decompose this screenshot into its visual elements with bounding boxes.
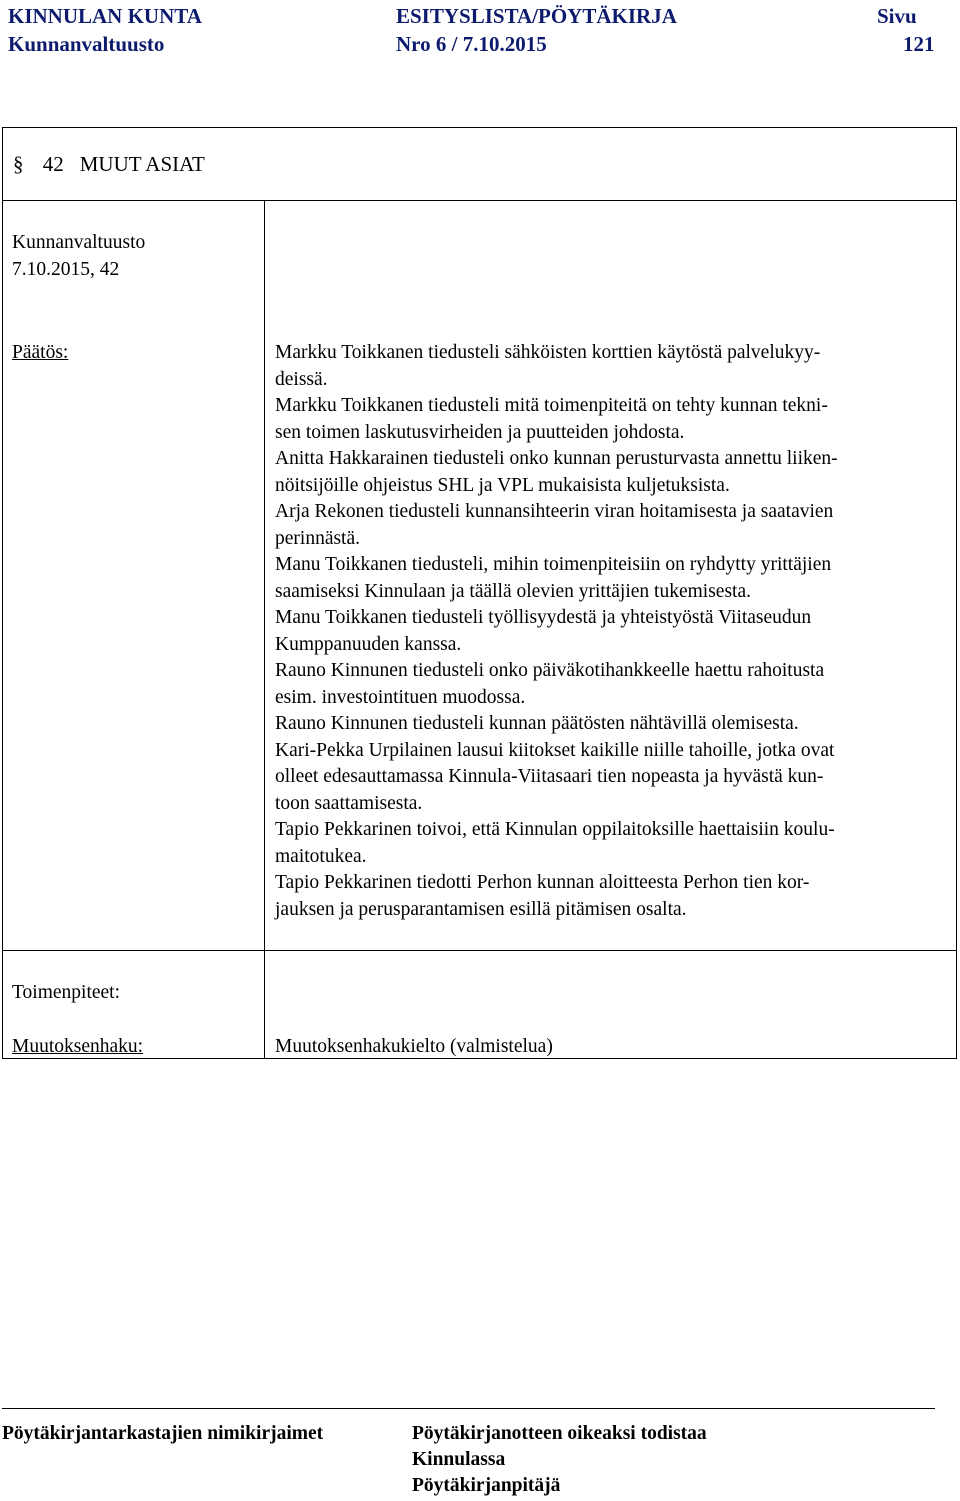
section-number: 42	[42, 152, 64, 176]
decision-line: Tapio Pekkarinen toivoi, että Kinnulan oppilaitoksille haettaisiin koulu-	[275, 819, 835, 840]
page-label: Sivu	[877, 4, 917, 28]
decision-line: Kari-Pekka Urpilainen lausui kiitokset kaikille niille tahoille, jotka ovat	[275, 739, 835, 761]
actions-label: Toimenpiteet:	[12, 982, 121, 1003]
section-symbol: §	[13, 152, 24, 176]
decision-divider	[2, 950, 957, 951]
decision-label: Päätös:	[12, 342, 69, 363]
decision-line: perinnästä.	[275, 527, 361, 549]
footer-certified: Pöytäkirjanotteen oikeaksi todistaa	[412, 1423, 707, 1444]
meeting-ref-body: Kunnanvaltuusto	[12, 232, 146, 253]
section-title: MUUT ASIAT	[79, 152, 205, 176]
decision-paragraph	[275, 817, 838, 870]
decision-paragraph	[275, 552, 838, 605]
decision-line: jauksen ja perusparantamisen esillä pitämisen osalta.	[275, 898, 687, 920]
decision-line: Rauno Kinnunen tiedusteli kunnan päätösten nähtävillä olemisesta.	[275, 713, 799, 734]
decision-line: Markku Toikkanen tiedusteli mitä toimenpiteitä on tehty kunnan tekni-	[275, 395, 828, 416]
decision-line: sen toimen laskutusvirheiden ja puutteiden johdosta.	[275, 421, 685, 443]
decision-paragraph	[275, 446, 838, 499]
decision-paragraph	[275, 738, 838, 818]
decision-line: Anitta Hakkarainen tiedusteli onko kunnan perusturvasta annettu liiken-	[275, 448, 838, 469]
section-divider	[2, 200, 957, 201]
decision-line: Rauno Kinnunen tiedusteli onko päiväkotihankkeelle haettu rahoitusta	[275, 660, 825, 681]
decision-line: Manu Toikkanen tiedusteli työllisyydestä ja yhteistyöstä Viitaseudun	[275, 607, 812, 628]
meeting-number: Nro 6 / 7.10.2015	[396, 32, 547, 56]
decision-line: Arja Rekonen tiedusteli kunnansihteerin viran hoitamisesta ja saatavien	[275, 501, 834, 522]
appeal-label: Muutoksenhaku:	[12, 1036, 144, 1057]
section-heading	[13, 151, 205, 178]
decision-paragraph	[275, 340, 838, 393]
document-type: ESITYSLISTA/PÖYTÄKIRJA	[396, 4, 677, 28]
decision-line: Manu Toikkanen tiedusteli, mihin toimenpiteisiin on ryhdytty yrittäjien	[275, 554, 832, 575]
decision-line: Markku Toikkanen tiedusteli sähköisten korttien käytöstä palvelukyy-	[275, 342, 821, 363]
decision-line: saamiseksi Kinnulaan ja täällä olevien yrittäjien tukemisesta.	[275, 580, 751, 602]
decision-paragraph	[275, 870, 838, 923]
decision-paragraph	[275, 499, 838, 552]
decision-line: Kumppanuuden kanssa.	[275, 633, 462, 655]
decision-line: olleet edesauttamassa Kinnula-Viitasaari tien nopeasta ja hyvästä kun-	[275, 766, 824, 787]
org-name: KINNULAN KUNTA	[8, 4, 202, 28]
body-name: Kunnanvaltuusto	[8, 32, 165, 56]
page-number: 121	[903, 32, 935, 56]
footer-keeper: Pöytäkirjanpitäjä	[412, 1475, 561, 1496]
decision-line: Tapio Pekkarinen tiedotti Perhon kunnan aloitteesta Perhon tien kor-	[275, 872, 810, 893]
decision-line: nöitsijöille ohjeistus SHL ja VPL mukaisista kuljetuksista.	[275, 474, 730, 496]
meeting-ref-date: 7.10.2015, 42	[12, 259, 120, 280]
decision-line: toon saattamisesta.	[275, 792, 423, 814]
appeal-value: Muutoksenhakukielto (valmistelua)	[275, 1036, 553, 1057]
decision-paragraph	[275, 658, 838, 711]
footer-initials: Pöytäkirjantarkastajien nimikirjaimet	[2, 1423, 324, 1444]
decision-paragraph	[275, 605, 838, 658]
decision-line: esim. investointituen muodossa.	[275, 686, 526, 708]
decision-line: deissä.	[275, 368, 328, 390]
decision-text	[275, 340, 838, 923]
decision-paragraph	[275, 393, 838, 446]
footer-place: Kinnulassa	[412, 1449, 506, 1470]
column-divider	[264, 200, 265, 1059]
decision-line: maitotukea.	[275, 845, 367, 867]
footer-rule	[2, 1408, 935, 1409]
decision-paragraph	[275, 711, 838, 738]
